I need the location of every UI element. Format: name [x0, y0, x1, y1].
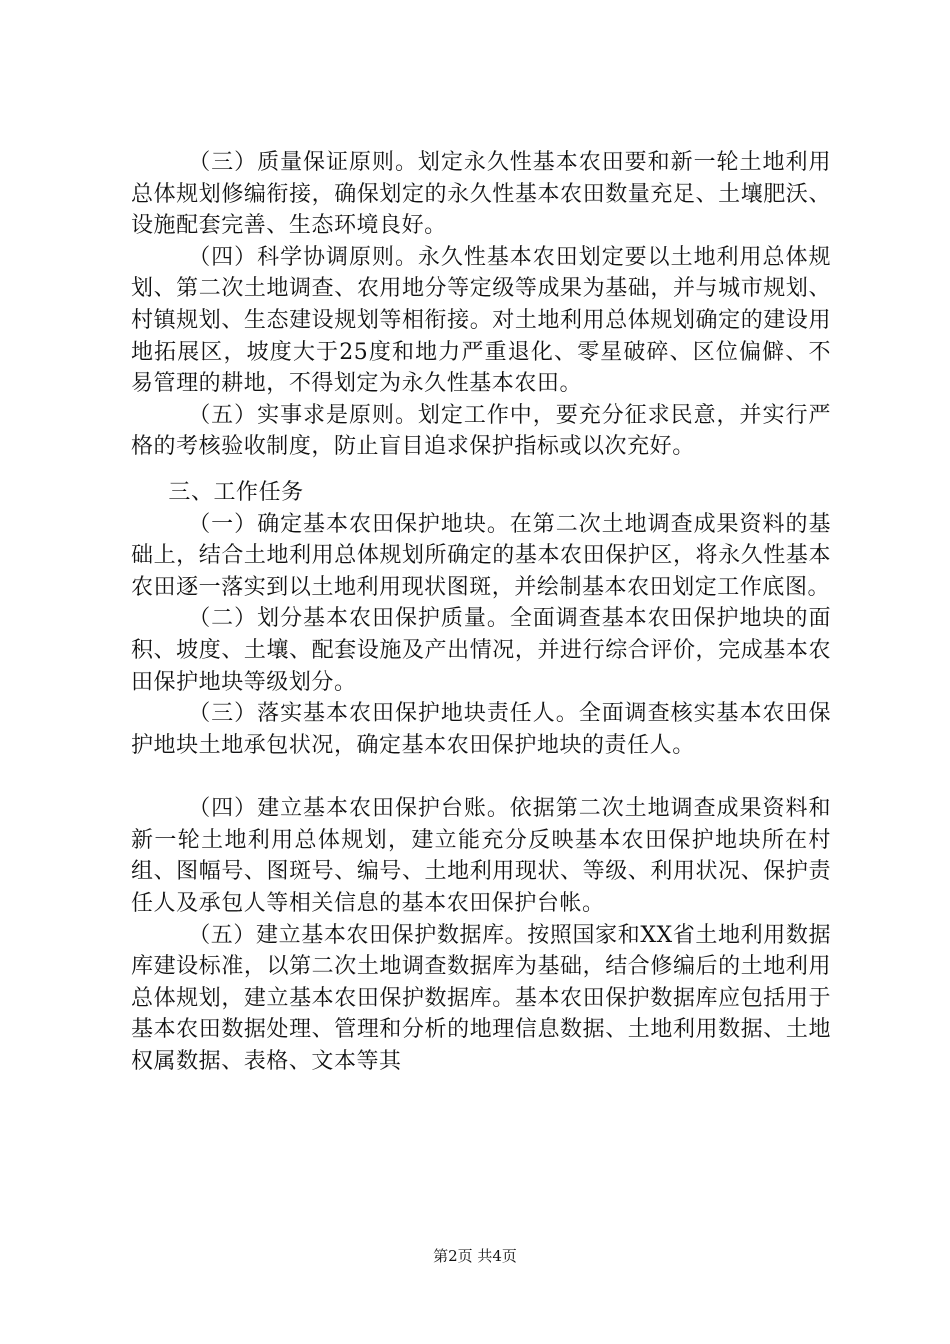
page-number-footer: 第2页 共4页	[433, 1247, 517, 1265]
paragraph-task-4: （四）建立基本农田保护台账。依据第二次土地调查成果资料和新一轮土地利用总体规划，建立能充分反映基本农田保护地块所在村组、图幅号、图斑号、编号、土地利用现状、等级、利用状况、保护责任人及承包人等相关信息的基本农田保护台帐。	[131, 796, 831, 917]
paragraph-realistic-principle: （五）实事求是原则。划定工作中，要充分征求民意，并实行严格的考核验收制度，防止盲目追求保护指标或以次充好。	[131, 402, 831, 460]
paragraph-task-1: （一）确定基本农田保护地块。在第二次土地调查成果资料的基础上，结合土地利用总体规划所确定的基本农田保护区，将永久性基本农田逐一落实到以土地利用现状图斑，并绘制基本农田划定工作底图。	[131, 511, 831, 600]
paragraph-task-2: （二）划分基本农田保护质量。全面调查基本农田保护地块的面积、坡度、土壤、配套设施及产出情况，并进行综合评价，完成基本农田保护地块等级划分。	[131, 606, 831, 695]
spacer	[131, 761, 831, 793]
section-heading-tasks: 三、工作任务	[168, 479, 304, 505]
paragraph-task-3: （三）落实基本农田保护地块责任人。全面调查核实基本农田保护地块土地承包状况，确定基本农田保护地块的责任人。	[131, 701, 831, 758]
paragraph-task-5: （五）建立基本农田保护数据库。按照国家和XX省土地利用数据库建设标准，以第二次土地调查数据库为基础，结合修编后的土地利用总体规划，建立基本农田保护数据库。基本农田保护数据库应包括用于基本农田数据处理、管理和分析的地理信息数据、土地利用数据、土地权属数据、表格、文本等其	[131, 922, 831, 1075]
spacer	[131, 463, 831, 477]
paragraph-coordination-principle: （四）科学协调原则。永久性基本农田划定要以土地利用总体规划、第二次土地调查、农用地分等定级等成果为基础，并与城市规划、村镇规划、生态建设规划等相衔接。对土地利用总体规划确定的建设用地拓展区，坡度大于25度和地力严重退化、零星破碎、区位偏僻、不易管理的耕地，不得划定为永久性基本农田。	[131, 244, 831, 397]
paragraph-quality-principle: （三）质量保证原则。划定永久性基本农田要和新一轮土地利用总体规划修编衔接，确保划定的永久性基本农田数量充足、土壤肥沃、设施配套完善、生态环境良好。	[131, 150, 831, 239]
document-body	[131, 147, 831, 1078]
